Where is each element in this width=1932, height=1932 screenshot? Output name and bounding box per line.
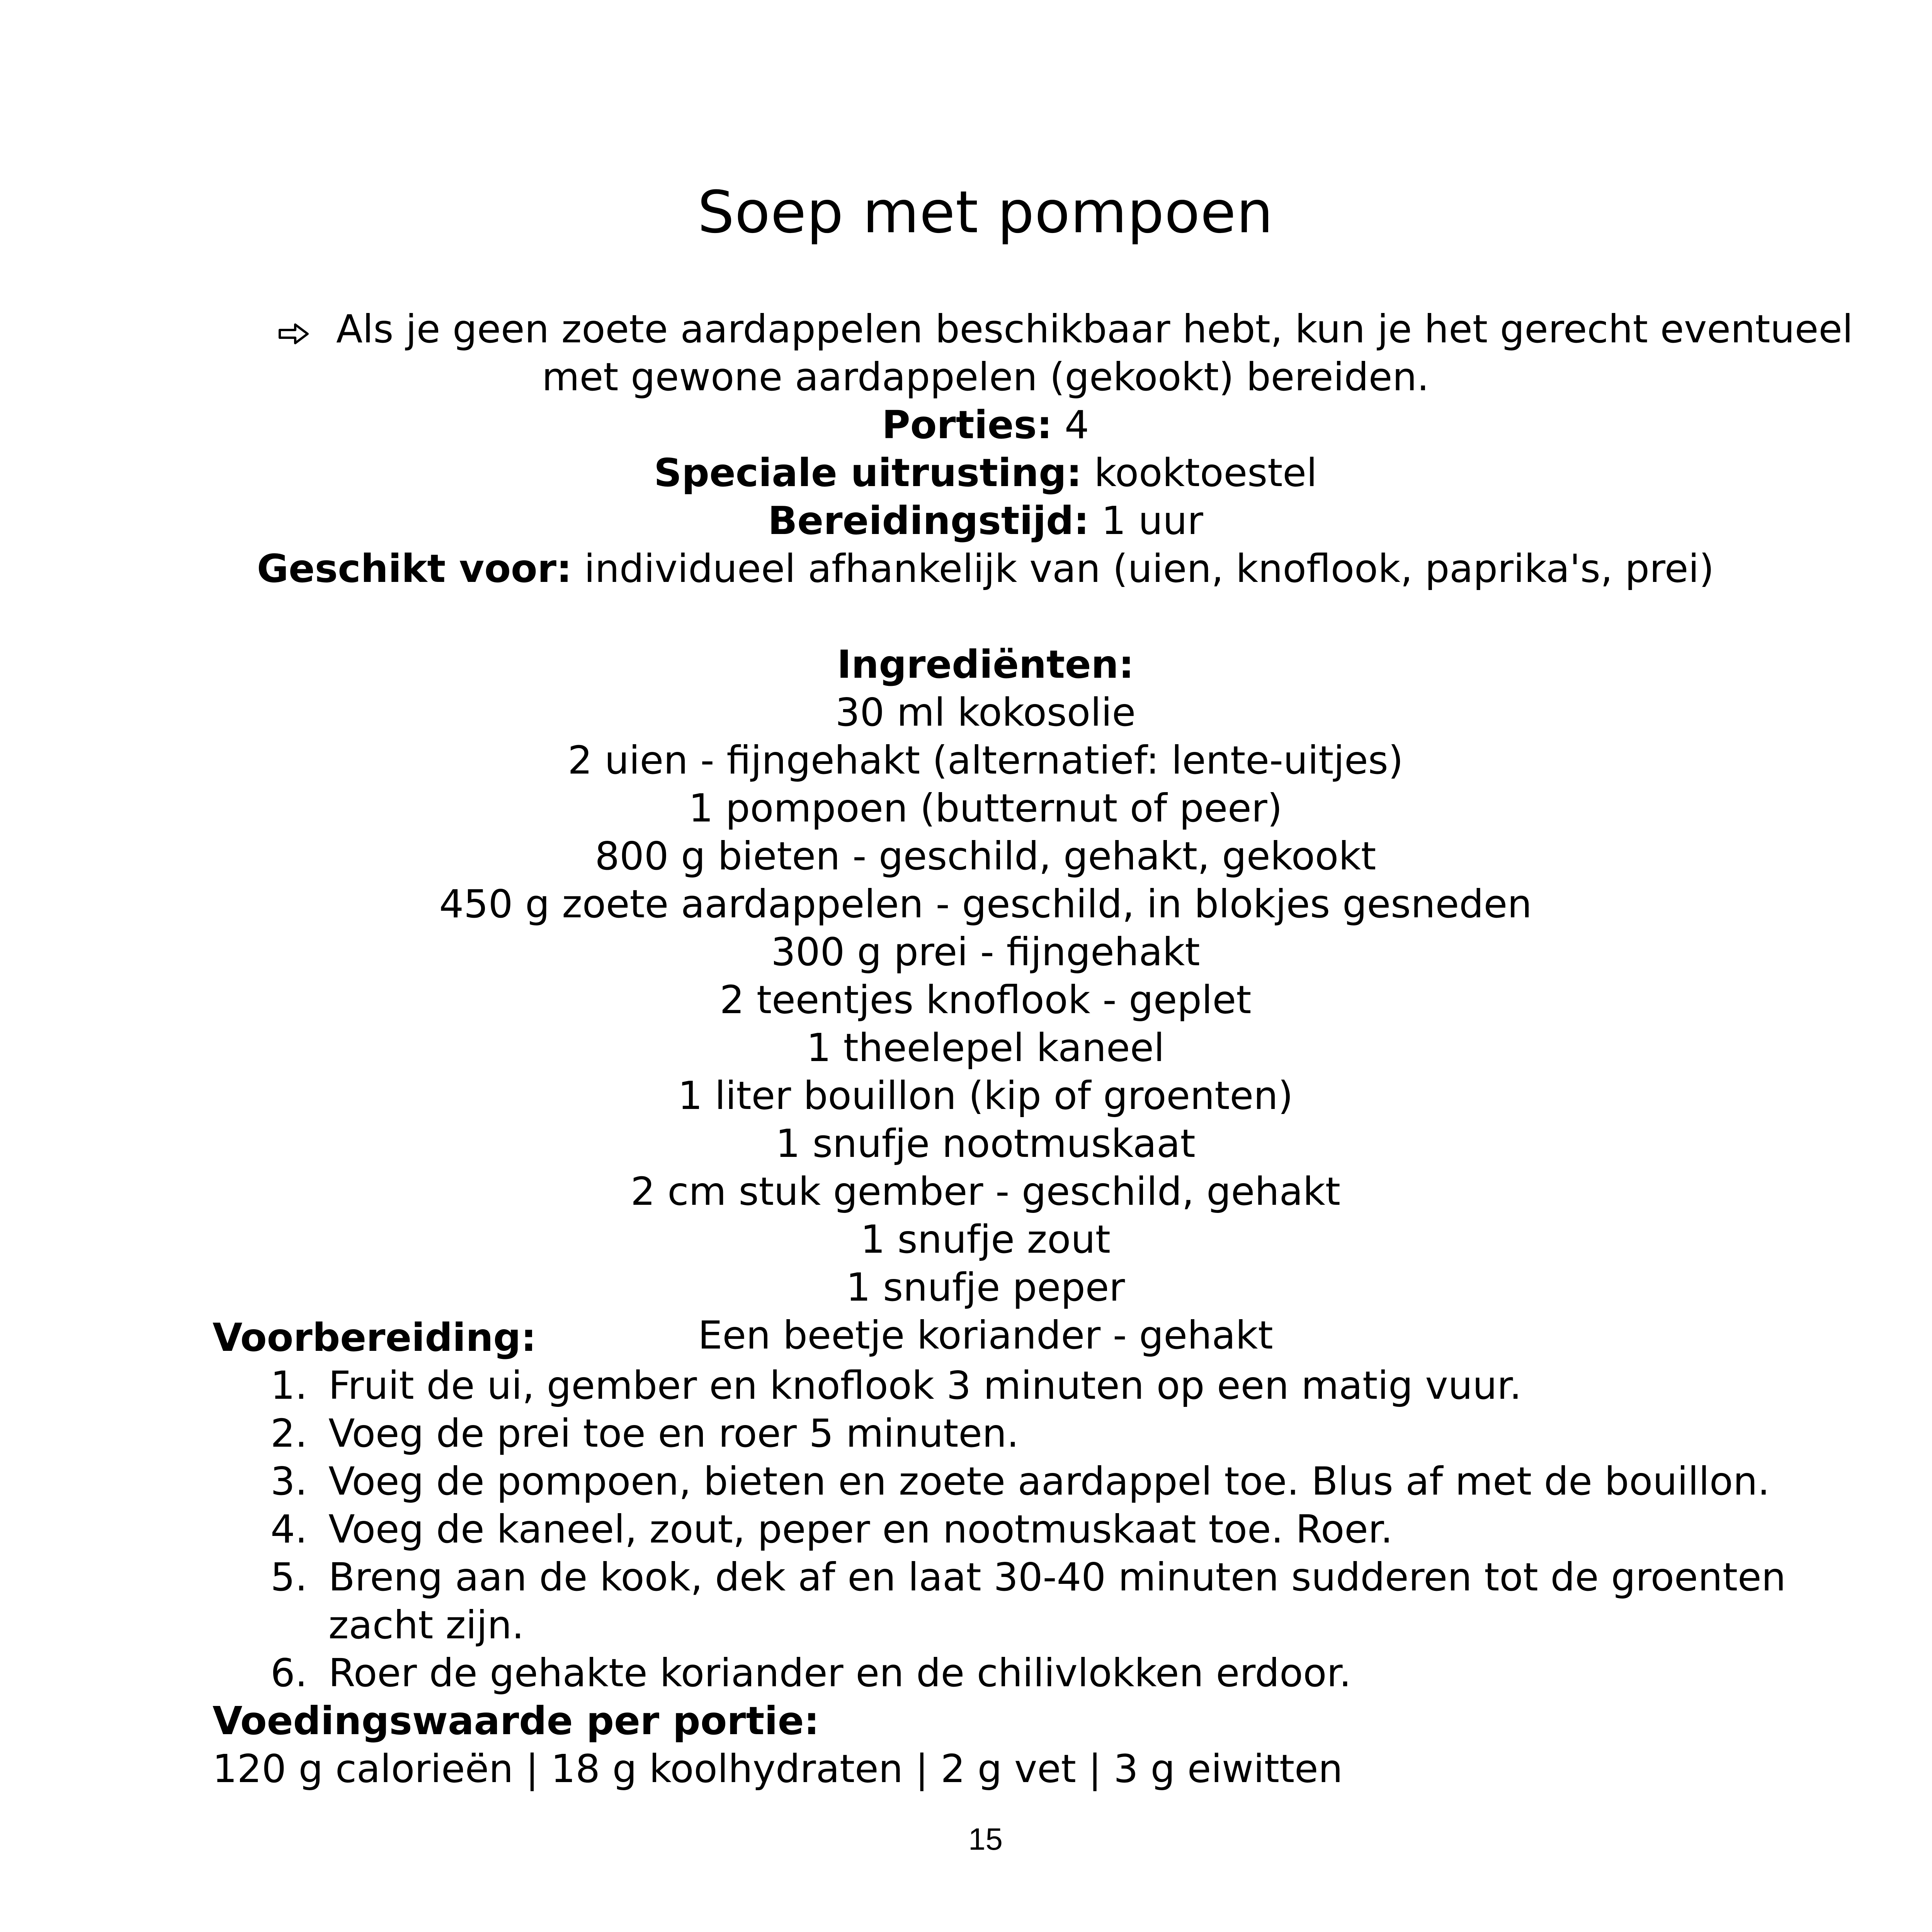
step-number: 2. [270, 1411, 308, 1456]
prep-time-row [0, 497, 1932, 545]
step-text: Roer de gehakte koriander en de chilivlokken erdoor. [328, 1650, 1352, 1696]
arrow-right-outline-icon [278, 308, 336, 356]
recipe-title: Soep met pompoen [697, 179, 1274, 246]
step-item [213, 1362, 1804, 1410]
suitable-row [0, 545, 1932, 593]
portions-value: 4 [1052, 402, 1089, 447]
step-item [213, 1553, 1804, 1649]
ingredient-item: 800 g bieten - geschild, gehakt, gekookt [595, 833, 1376, 879]
note-line-1: Als je geen zoete aardappelen beschikbaar hebt, kun je het gerecht eventueel [336, 306, 1853, 352]
ingredient-item: 2 cm stuk gember - geschild, gehakt [630, 1169, 1340, 1214]
nutrition-heading: Voedingswaarde per portie: [213, 1698, 820, 1743]
step-item [213, 1505, 1804, 1553]
prep-time-label: Bereidingstijd: [768, 498, 1089, 543]
ingredient-item: 1 snufje peper [846, 1265, 1125, 1310]
step-item [213, 1410, 1804, 1458]
ingredient-item: 30 ml kokosolie [835, 690, 1136, 735]
note-line-2: met gewone aardappelen (gekookt) bereiden. [542, 354, 1429, 400]
equipment-label: Speciale uitrusting: [654, 450, 1082, 495]
suitable-label: Geschikt voor: [257, 546, 572, 591]
page-number: 15 [968, 1822, 1003, 1856]
step-number: 1. [270, 1363, 308, 1408]
ingredient-item: 2 uien - fijngehakt (alternatief: lente-uitjes) [568, 738, 1403, 783]
ingredient-item: 1 snufje zout [861, 1217, 1111, 1262]
step-text: Voeg de kaneel, zout, peper en nootmuskaat toe. Roer. [328, 1507, 1393, 1552]
step-number: 3. [270, 1459, 308, 1504]
ingredient-item: 1 theelepel kaneel [806, 1025, 1165, 1070]
step-text: Fruit de ui, gember en knoflook 3 minuten op een matig vuur. [328, 1363, 1522, 1408]
ingredient-item: 1 snufje nootmuskaat [776, 1121, 1196, 1166]
step-number: 6. [270, 1650, 308, 1696]
ingredient-item: 300 g prei - fijngehakt [771, 929, 1200, 975]
preparation-steps [213, 1362, 1804, 1697]
ingredient-item: 2 teentjes knoflook - geplet [719, 977, 1252, 1022]
equipment-value: kooktoestel [1082, 450, 1317, 495]
step-text: Breng aan de kook, dek af en laat 30-40 minuten sudderen tot de groenten zacht zijn. [328, 1554, 1786, 1648]
prep-time-value: 1 uur [1089, 498, 1203, 543]
step-text: Voeg de prei toe en roer 5 minuten. [328, 1411, 1019, 1456]
portions-row [0, 401, 1932, 449]
ingredients-list [0, 689, 1932, 1359]
ingredient-item: 1 liter bouillon (kip of groenten) [678, 1073, 1293, 1118]
step-item [213, 1649, 1804, 1697]
step-item [213, 1458, 1804, 1505]
portions-label: Porties: [882, 402, 1053, 447]
ingredient-item: 450 g zoete aardappelen - geschild, in blokjes gesneden [439, 881, 1532, 927]
step-number: 4. [270, 1507, 308, 1552]
ingredients-section [0, 641, 1932, 1359]
ingredient-item: Een beetje koriander - gehakt [698, 1313, 1273, 1358]
nutrition-values: 120 g calorieën | 18 g koolhydraten | 2 g vet | 3 g eiwitten [213, 1746, 1343, 1791]
ingredients-heading: Ingrediënten: [837, 642, 1134, 687]
recipe-meta [0, 401, 1932, 593]
ingredient-item: 1 pompoen (butternut of peer) [689, 786, 1282, 831]
step-text: Voeg de pompoen, bieten en zoete aardappel toe. Blus af met de bouillon. [328, 1459, 1770, 1504]
equipment-row [0, 449, 1932, 497]
preparation-heading: Voorbereiding: [213, 1315, 537, 1360]
step-number: 5. [270, 1554, 308, 1600]
suitable-value: individueel afhankelijk van (uien, knoflook, paprika's, prei) [572, 546, 1714, 591]
